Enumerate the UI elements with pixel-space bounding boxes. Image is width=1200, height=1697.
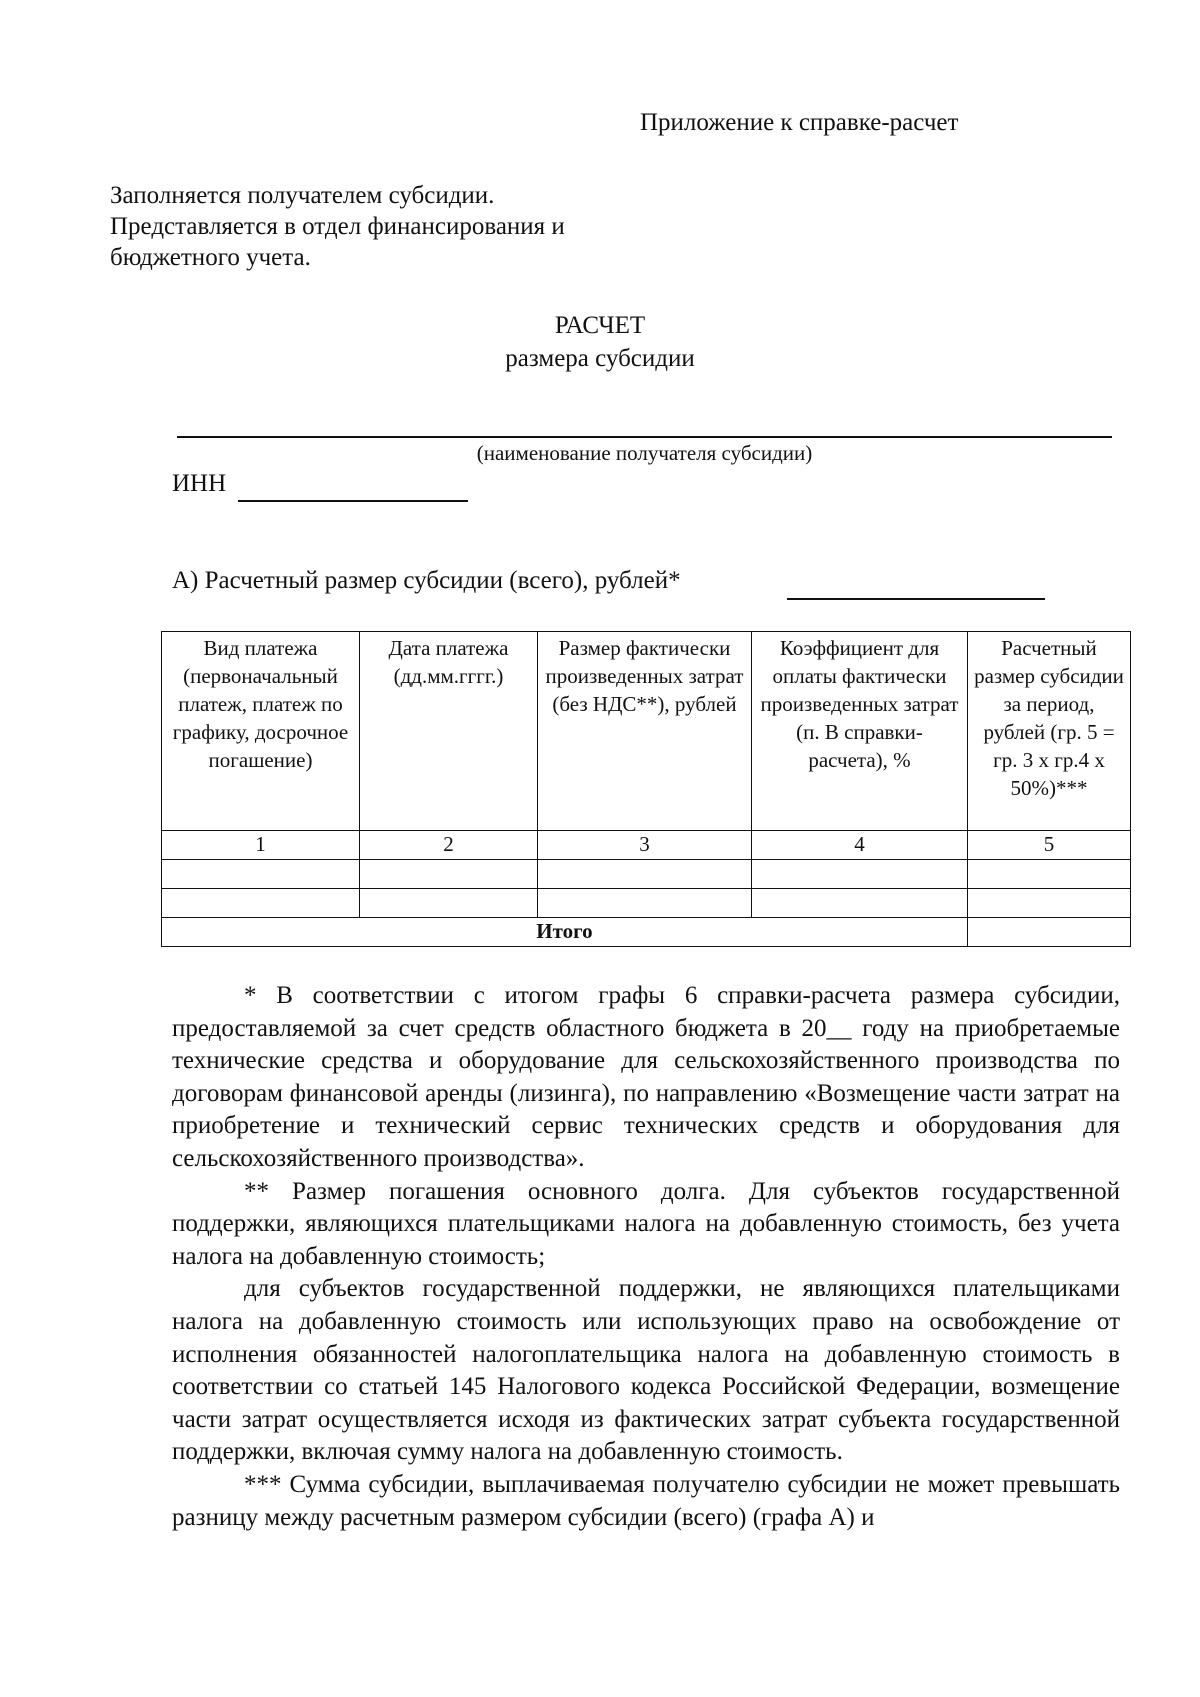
header-payment-type: Вид платежа (первоначальный платеж, платеж по графику, досрочное погашение) <box>162 632 360 831</box>
table-column-numbers-row <box>162 831 1131 860</box>
instruction-block <box>110 180 670 273</box>
table-cell[interactable] <box>538 889 752 918</box>
recipient-name-field[interactable] <box>177 436 1112 438</box>
table-cell[interactable] <box>968 860 1131 889</box>
table-cell[interactable] <box>360 889 538 918</box>
table-cell[interactable] <box>360 860 538 889</box>
column-number: 1 <box>162 831 360 860</box>
total-value-cell[interactable] <box>968 918 1131 947</box>
appendix-label: Приложение к справке-расчет <box>640 109 959 136</box>
section-a-amount-field[interactable] <box>787 598 1045 600</box>
table-cell[interactable] <box>538 860 752 889</box>
header-payment-date: Дата платежа (дд.мм.гггг.) <box>360 632 538 831</box>
section-a-label: А) Расчетный размер субсидии (всего), рублей* <box>172 567 681 594</box>
table-cell[interactable] <box>752 860 968 889</box>
table-row <box>162 860 1131 889</box>
footnote-3: *** Сумма субсидии, выплачиваемая получателю субсидии не может превышать разницу между расчетным размером субсидии (всего) (графа А) и <box>172 1470 1120 1531</box>
table-total-row <box>162 918 1131 947</box>
header-subsidy-amount: Расчетный размер субсидии за период, рублей (гр. 5 = гр. 3 х гр.4 х 50%)*** <box>968 632 1131 831</box>
table-row <box>162 889 1131 918</box>
column-number: 3 <box>538 831 752 860</box>
footnote-1: * В соответствии с итогом графы 6 справки-расчета размера субсидии, предоставляемой за счет средств областного бюджета в 20__ году на приобретаемые технические средства и оборудование для сельскохозяйственного производства по договорам финансовой аренды (лизинга), по направлению «Возмещение части затрат на приобретение и технический сервис технических средств и оборудования для сельскохозяйственного производства». <box>172 982 1120 1172</box>
column-number: 5 <box>968 831 1131 860</box>
total-label: Итого <box>162 918 968 947</box>
payments-table <box>161 631 1131 947</box>
header-actual-costs: Размер фактически произведенных затрат (без НДС**), рублей <box>538 632 752 831</box>
instruction-line: Представляется в отдел финансирования и <box>110 213 565 240</box>
footnote-2-continued: для субъектов государственной поддержки, не являющихся плательщиками налога на добавленную стоимость или использующих право на освобождение от исполнения обязанностей налогоплательщика налога на добавленную стоимость в соответствии со статьей 145 Налогового кодекса Российской Федерации, возмещение части затрат осуществляется исходя из фактических затрат субъекта государственной поддержки, включая сумму налога на добавленную стоимость. <box>172 1275 1120 1466</box>
instruction-line: Заполняется получателем субсидии. <box>110 182 495 209</box>
document-subtitle: размера субсидии <box>505 345 695 372</box>
table-cell[interactable] <box>162 860 360 889</box>
recipient-name-caption: (наименование получателя субсидии) <box>476 441 813 465</box>
column-number: 4 <box>752 831 968 860</box>
inn-field[interactable] <box>238 500 468 502</box>
footnote-2: ** Размер погашения основного долга. Для субъектов государственной поддержки, являющихся плательщиками налога на добавленную стоимость, без учета налога на добавленную стоимость; <box>172 1177 1120 1270</box>
table-cell[interactable] <box>968 889 1131 918</box>
table-header-row <box>162 632 1131 831</box>
column-number: 2 <box>360 831 538 860</box>
table-cell[interactable] <box>752 889 968 918</box>
instruction-line: бюджетного учета. <box>110 244 311 271</box>
document-title: РАСЧЕТ <box>554 312 646 339</box>
footnotes <box>172 980 1120 1534</box>
table-cell[interactable] <box>162 889 360 918</box>
inn-label: ИНН <box>172 470 227 497</box>
header-coefficient: Коэффициент для оплаты фактически произведенных затрат (п. В справки-расчета), % <box>752 632 968 831</box>
